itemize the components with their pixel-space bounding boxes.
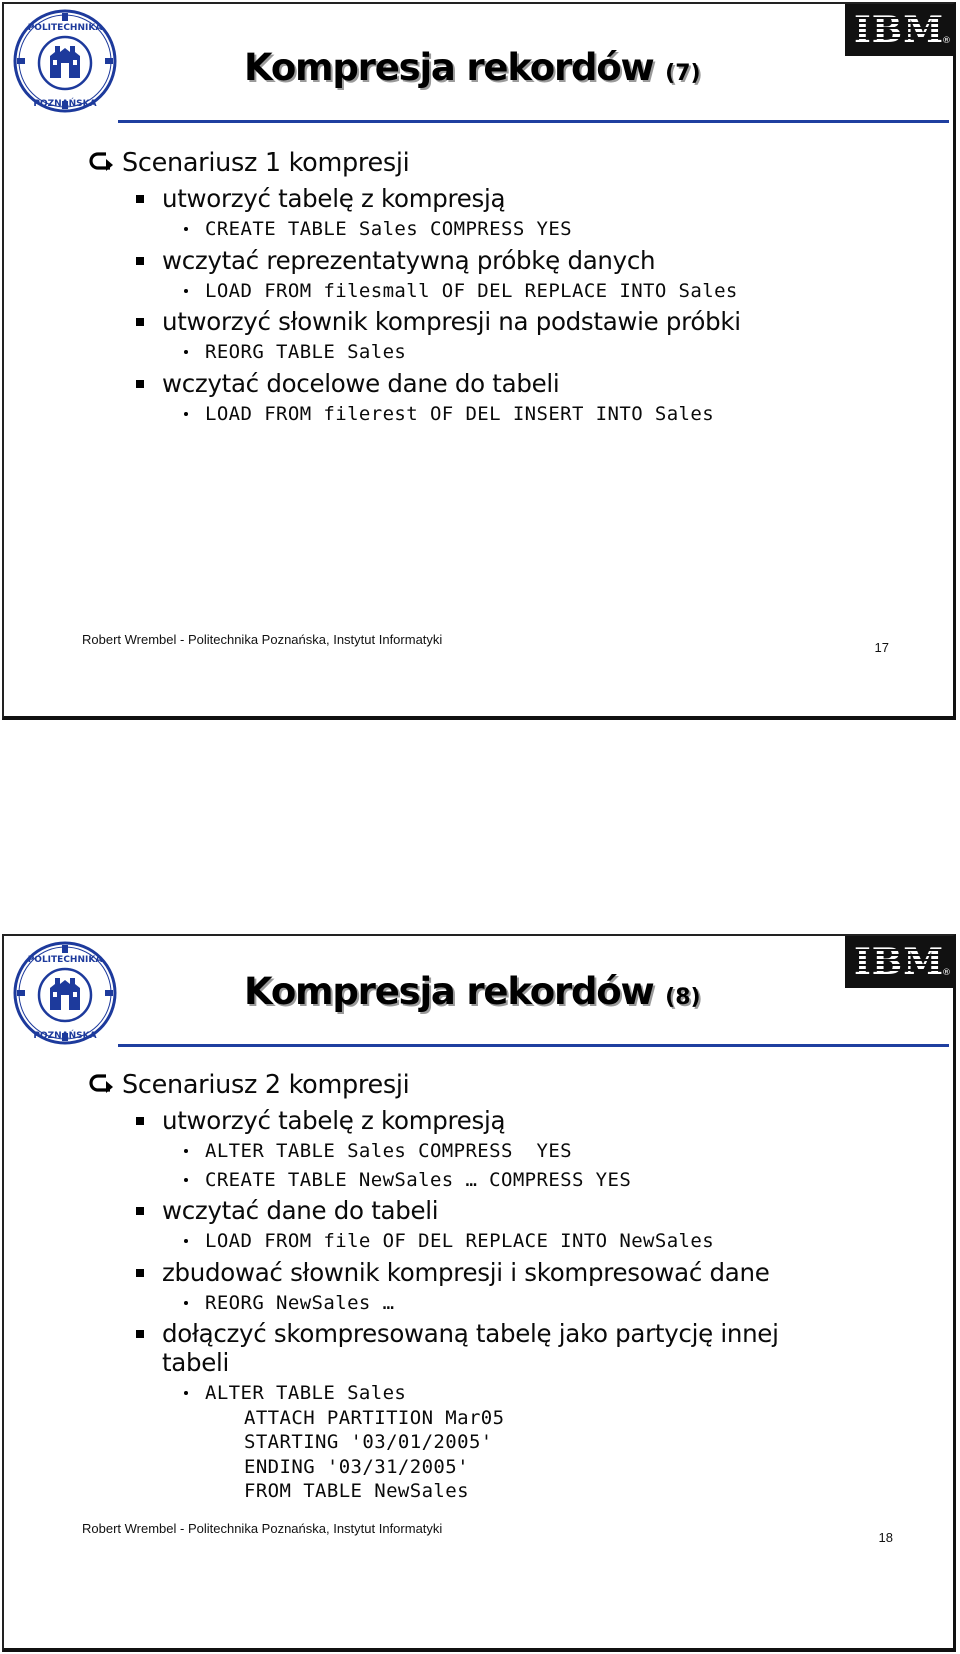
dot-bullet-icon [184,227,188,231]
scenario-text: Scenariusz 1 kompresji [122,148,410,178]
slide-title-number: (8) [665,985,701,1010]
code-text: CREATE TABLE Sales COMPRESS YES [205,218,573,240]
curved-arrow-bullet-icon [88,150,116,174]
code-text: LOAD FROM filesmall OF DEL REPLACE INTO Sales [205,279,738,302]
scenario-heading [88,148,933,178]
slide-title [244,970,701,1013]
code-line [88,1139,933,1164]
step-item [88,184,933,213]
slide-title-text: Kompresja rekordów [244,970,654,1013]
slide-17 [2,2,956,720]
dot-bullet-icon [184,1149,188,1153]
code-line [88,217,933,242]
square-bullet-icon [136,1330,144,1338]
code-text: CREATE TABLE NewSales … COMPRESS YES [205,1168,632,1191]
title-divider [118,1044,949,1047]
step-item [88,369,933,398]
step-item [88,1319,788,1377]
square-bullet-icon [136,318,144,326]
slide-title-text: Kompresja rekordów [244,46,654,89]
code-text: ALTER TABLE Sales [205,1382,407,1404]
slide-title [244,46,701,89]
code-continuation: ENDING '03/31/2005' [244,1455,469,1478]
slide-18 [2,934,956,1652]
step-text: wczytać docelowe dane do tabeli [162,368,560,398]
scenario-text: Scenariusz 2 kompresji [122,1070,410,1100]
square-bullet-icon [136,195,144,203]
ibm-logo-icon: IBM ® [845,4,953,56]
scenario-heading [88,1070,933,1100]
code-text: LOAD FROM filerest OF DEL INSERT INTO Sales [205,402,715,425]
dot-bullet-icon [184,1239,188,1243]
ibm-logo-icon: IBM ® [845,936,953,988]
step-text: zbudować słownik kompresji i skompresować dane [162,1257,770,1287]
title-divider [118,120,949,123]
politechnika-poznanska-logo-icon [12,8,118,114]
dot-bullet-icon [184,289,188,293]
step-text: utworzyć tabelę z kompresją [162,1106,506,1135]
slide-content [88,1070,933,1504]
code-continuation: FROM TABLE NewSales [244,1480,469,1502]
code-line [88,1381,933,1406]
code-text: REORG TABLE Sales [205,341,407,363]
slide-content [88,148,933,430]
step-item [88,1258,933,1287]
step-item [88,1196,933,1225]
svg-text:POLITECHNIKA: POLITECHNIKA [27,23,103,33]
code-line [88,1291,933,1316]
code-text: ALTER TABLE Sales COMPRESS YES [205,1140,573,1162]
slide-title-number: (7) [665,61,701,86]
square-bullet-icon [136,1117,144,1125]
square-bullet-icon [136,257,144,265]
code-line [88,1168,933,1193]
step-text: utworzyć słownik kompresji na podstawie próbki [162,307,741,336]
code-continuation: STARTING '03/01/2005' [244,1431,493,1453]
svg-text:POZNAŃSKA: POZNAŃSKA [33,99,97,109]
svg-text:POZNAŃSKA: POZNAŃSKA [33,1031,97,1041]
square-bullet-icon [136,380,144,388]
dot-bullet-icon [184,1391,188,1395]
svg-text:POLITECHNIKA: POLITECHNIKA [27,955,103,965]
code-continuation: ATTACH PARTITION Mar05 [244,1406,505,1429]
code-text: REORG NewSales … [205,1291,395,1314]
code-line [88,402,933,427]
step-item [88,1106,933,1135]
ibm-logo-text: IBM [853,9,945,51]
page-number: 17 [874,640,889,655]
code-text: LOAD FROM file OF DEL REPLACE INTO NewSales [205,1230,715,1252]
step-item [88,246,933,275]
step-text: wczytać reprezentatywną próbkę danych [162,245,656,275]
dot-bullet-icon [184,1301,188,1305]
step-text: utworzyć tabelę z kompresją [162,184,506,213]
square-bullet-icon [136,1269,144,1277]
slide-footer: Robert Wrembel - Politechnika Poznańska, Instytut Informatyki [82,632,443,647]
step-text: wczytać dane do tabeli [162,1196,439,1225]
code-line [88,340,933,365]
dot-bullet-icon [184,350,188,354]
curved-arrow-bullet-icon [88,1072,116,1096]
politechnika-poznanska-logo-icon [12,940,118,1046]
slide-footer: Robert Wrembel - Politechnika Poznańska, Instytut Informatyki [82,1521,443,1536]
page-number: 18 [878,1530,893,1545]
step-text: dołączyć skompresowaną tabelę jako partycję innej tabeli [162,1319,779,1377]
dot-bullet-icon [184,1178,188,1182]
square-bullet-icon [136,1207,144,1215]
code-line [88,1229,933,1254]
dot-bullet-icon [184,412,188,416]
code-line [88,279,933,304]
step-item [88,307,933,336]
ibm-logo-text: IBM [853,941,945,983]
